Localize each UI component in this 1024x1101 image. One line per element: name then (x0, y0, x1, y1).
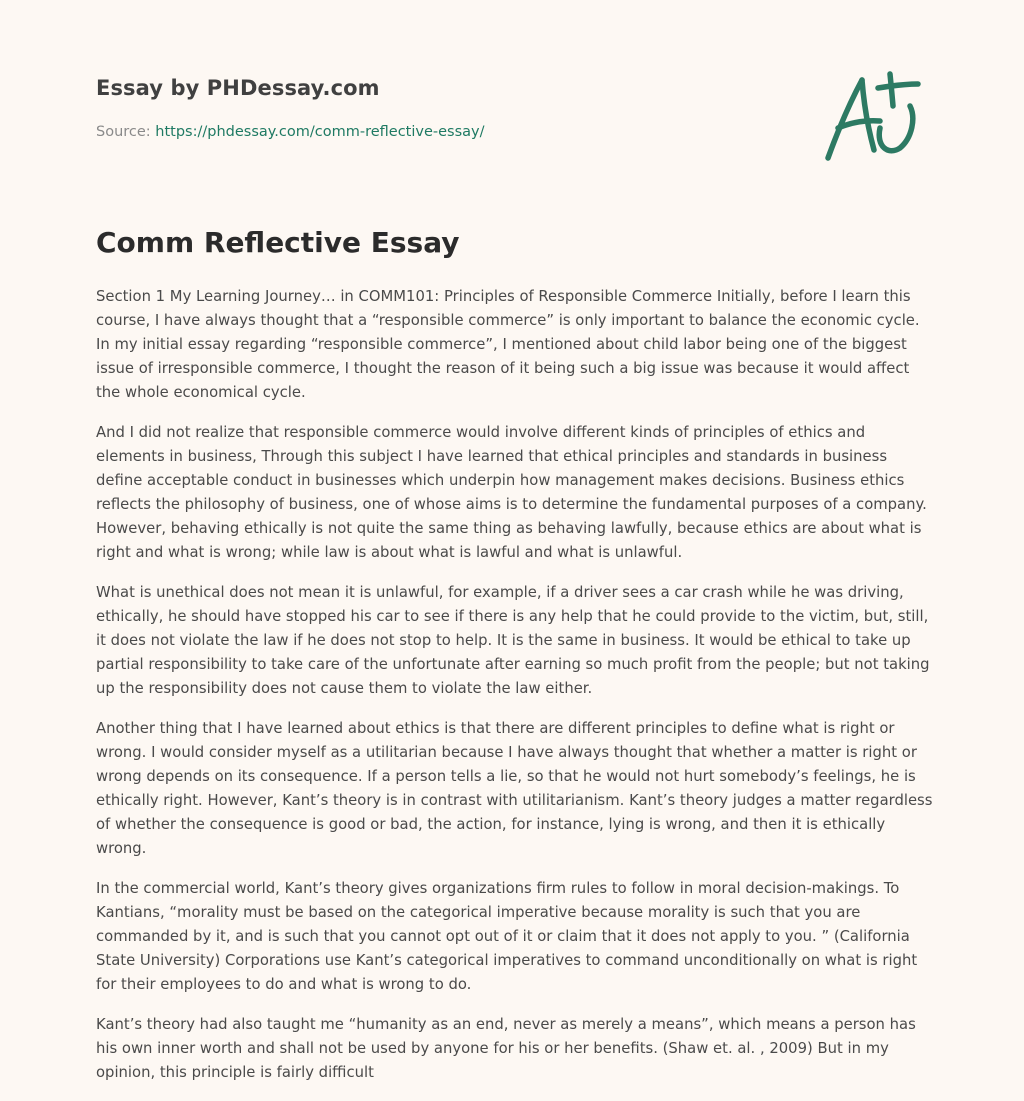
source-link[interactable]: https://phdessay.com/comm-reflective-essay/ (155, 124, 485, 140)
essay-body (96, 285, 936, 1101)
site-brand: Essay by PHDessay.com (96, 76, 380, 100)
source-label: Source: (96, 124, 156, 140)
essay-paragraph: Another thing that I have learned about ethics is that there are different principles to define what is right or wrong. I would consider myself as a utilitarian because I have always thought that whether a matter is right or wrong depends on its consequence. If a person tells a lie, so that he would not hurt somebody’s feelings, he is ethically right. However, Kant’s theory is in contrast with utilitarianism. Kant’s theory judges a matter regardless of whether the consequence is good or bad, the action, for instance, lying is wrong, and then it is ethically wrong. (96, 720, 933, 857)
source-line (96, 124, 485, 140)
essay-paragraph: And I did not realize that responsible commerce would involve different kinds of principles of ethics and elements in business, Through this subject I have learned that ethical principles and standards in business define acceptable conduct in businesses which underpin how management makes decisions. Business ethics reflects the philosophy of business, one of whose aims is to determine the fundamental purposes of a company. However, behaving ethically is not quite the same thing as behaving lawfully, because ethics are about what is right and what is wrong; while law is about what is lawful and what is unlawful. (96, 424, 927, 561)
essay-paragraph: Kant’s theory had also taught me “humanity as an end, never as merely a means”, which means a person has his own inner worth and shall not be used by anyone for his or her benefits. (Shaw et. al. , 2009) But in my opinion, this principle is fairly difficult (96, 1016, 916, 1081)
essay-paragraph: What is unethical does not mean it is unlawful, for example, if a driver sees a car crash while he was driving, ethically, he should have stopped his car to see if there is any help that he could provide to the victim, but, still, it does not violate the law if he does not stop to help. It is the same in business. It would be ethical to take up partial responsibility to take care of the unfortunate after earning so much profit from the people; but not taking up the responsibility does not cause them to violate the law either. (96, 584, 930, 697)
essay-paragraph: In the commercial world, Kant’s theory gives organizations firm rules to follow in moral decision-makings. To Kantians, “morality must be based on the categorical imperative because morality is such that you are commanded by it, and is such that you cannot opt out of it or claim that it does not apply to you. ” (California State University) Corporations use Kant’s categorical imperatives to command unconditionally on what is right for their employees to do and what is wrong to do. (96, 880, 918, 993)
essay-title: Comm Reflective Essay (96, 226, 460, 259)
a-plus-logo-icon (818, 66, 930, 166)
essay-paragraph: Section 1 My Learning Journey… in COMM101: Principles of Responsible Commerce Initially, before I learn this course, I have always thought that a “responsible commerce” is only important to balance the economic cycle. In my initial essay regarding “responsible commerce”, I mentioned about child labor being one of the biggest issue of irresponsible commerce, I thought the reason of it being such a big issue was because it would affect the whole economical cycle. (96, 288, 920, 401)
